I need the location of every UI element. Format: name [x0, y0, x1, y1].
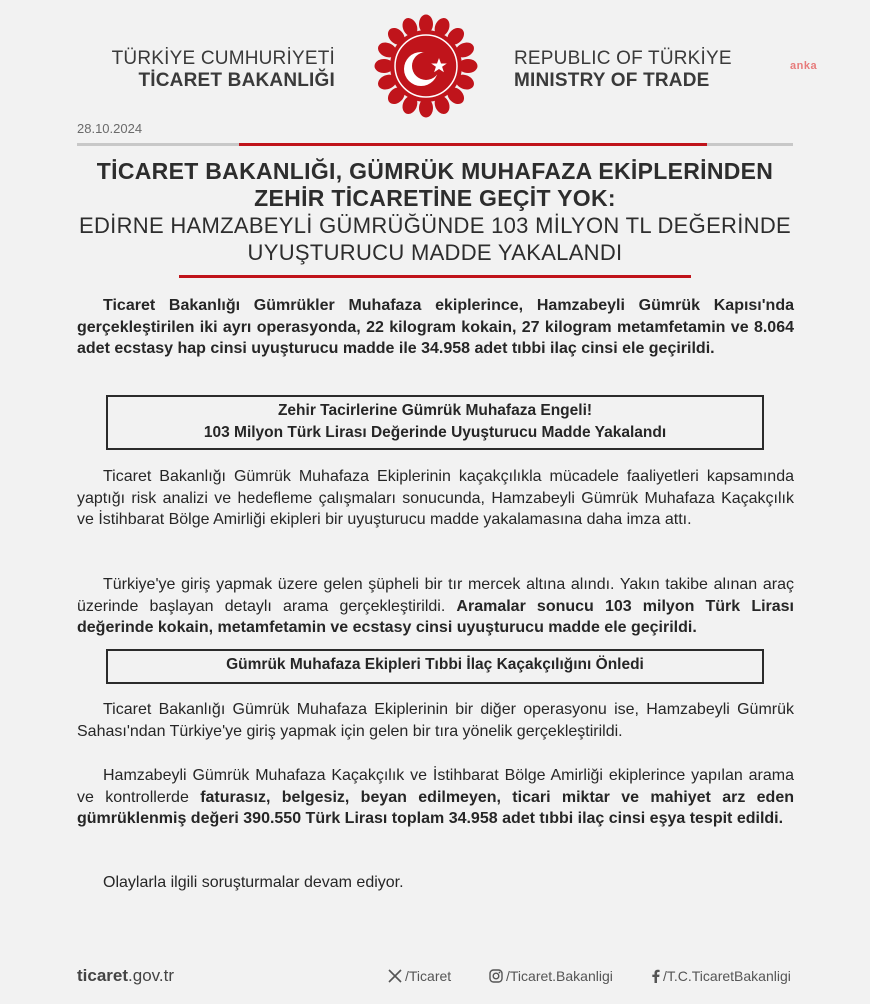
x-handle: /Ticaret: [405, 968, 452, 984]
facebook-social-link[interactable]: [651, 968, 791, 984]
paragraph-1: Ticaret Bakanlığı Gümrük Muhafaza Ekiplerinin kaçakçılıkla mücadele faaliyetleri kapsamında yaptığı risk analizi ve hedefleme çalışmaları sonucunda, Hamzabeyli Gümrük Muhafaza Kaçakçılık ve İstihbarat Bölge Amirliği ekipleri bir uyuşturucu madde yakalamasına daha imza attı.: [77, 468, 794, 528]
website-domain-suffix: .gov.tr: [128, 966, 175, 985]
x-icon: [388, 969, 402, 983]
ministry-name-tr: TİCARET BAKANLIĞI: [138, 70, 335, 91]
republic-name-tr: TÜRKİYE CUMHURİYETİ: [111, 48, 335, 69]
website-link[interactable]: [77, 966, 174, 986]
paragraph-2-text: Türkiye'ye giriş yapmak üzere gelen şüpheli bir tır mercek altına alındı. Yakın takibe alınan araç üzerinde başlayan detaylı arama gerçekleştirildi.: [77, 576, 794, 615]
paragraph-4-highlight: faturasız, belgesiz, beyan edilmeyen, ticari miktar ve mahiyet arz eden gümrüklenmiş değeri 390.550 Türk Lirası toplam 34.958 adet tıbbi ilaç cinsi eşya tespit edildi.: [77, 788, 795, 827]
instagram-icon: [489, 969, 503, 983]
headline-line3: EDİRNE HAMZABEYLİ GÜMRÜĞÜNDE 103 MİLYON TL DEĞERİNDE: [79, 213, 791, 238]
watermark: anka: [790, 60, 818, 72]
ministry-name-en: MINISTRY OF TRADE: [514, 70, 710, 91]
facebook-handle: /T.C.TicaretBakanligi: [663, 968, 791, 984]
instagram-social-link[interactable]: [489, 968, 613, 984]
lead-paragraph: Ticaret Bakanlığı Gümrükler Muhafaza ekiplerince, Hamzabeyli Gümrük Kapısı'nda gerçekleştirilen iki ayrı operasyonda, 22 kilogram kokain, 27 kilogram metamfetamin ve 8.064 adet ecstasy hap cinsi uyuşturucu madde ile 34.958 adet tıbbi ilaç cinsi ele geçirildi.: [77, 297, 794, 357]
top-divider: [77, 143, 793, 146]
ministry-seal-icon: [374, 14, 478, 118]
republic-name-en: REPUBLIC OF TÜRKİYE: [514, 48, 732, 69]
headline: [30, 158, 840, 266]
subheading-2-line1: Gümrük Muhafaza Ekipleri Tıbbi İlaç Kaçakçılığını Önledi: [226, 656, 644, 673]
top-divider-accent: [239, 143, 707, 146]
headline-line4: UYUŞTURUCU MADDE YAKALANDI: [247, 240, 623, 265]
paragraph-2: [77, 574, 794, 639]
website-domain-bold: ticaret: [77, 966, 129, 985]
x-social-link[interactable]: [388, 968, 451, 984]
paragraph-3: Ticaret Bakanlığı Gümrük Muhafaza Ekiplerinin bir diğer operasyonu ise, Hamzabeyli Gümrük Sahası'ndan Türkiye'ye giriş yapmak için gelen bir tıra yönelik gerçekleştirildi.: [77, 701, 794, 740]
paragraph-4-text: Hamzabeyli Gümrük Muhafaza Kaçakçılık ve İstihbarat Bölge Amirliği ekiplerince yapılan arama ve kontrollerde: [77, 767, 794, 806]
headline-line2: ZEHİR TİCARETİNE GEÇİT YOK:: [254, 185, 616, 211]
headline-divider: [179, 275, 691, 278]
ministry-name-turkish: [112, 48, 335, 92]
paragraph-4: [77, 765, 794, 830]
subheading-box-2: [106, 649, 764, 684]
letterhead: [0, 14, 870, 124]
press-release-date: 28.10.2024: [77, 121, 143, 136]
facebook-icon: [651, 969, 660, 983]
subheading-1-line2: 103 Milyon Türk Lirası Değerinde Uyuşturucu Madde Yakalandı: [203, 423, 667, 441]
subheading-1-line1: Zehir Tacirlerine Gümrük Muhafaza Engeli!: [277, 402, 593, 419]
headline-line1: TİCARET BAKANLIĞI, GÜMRÜK MUHAFAZA EKİPLERİNDEN: [96, 158, 774, 184]
paragraph-5: Olaylarla ilgili soruşturmalar devam ediyor.: [103, 874, 404, 891]
footer: [77, 966, 797, 990]
subheading-box-1: [106, 395, 764, 450]
ministry-name-english: [514, 48, 732, 92]
instagram-handle: /Ticaret.Bakanligi: [506, 968, 613, 984]
paragraph-2-highlight: Aramalar sonucu 103 milyon Türk Lirası değerinde kokain, metamfetamin ve ecstasy cinsi uyuşturucu madde ele geçirildi.: [77, 597, 795, 636]
